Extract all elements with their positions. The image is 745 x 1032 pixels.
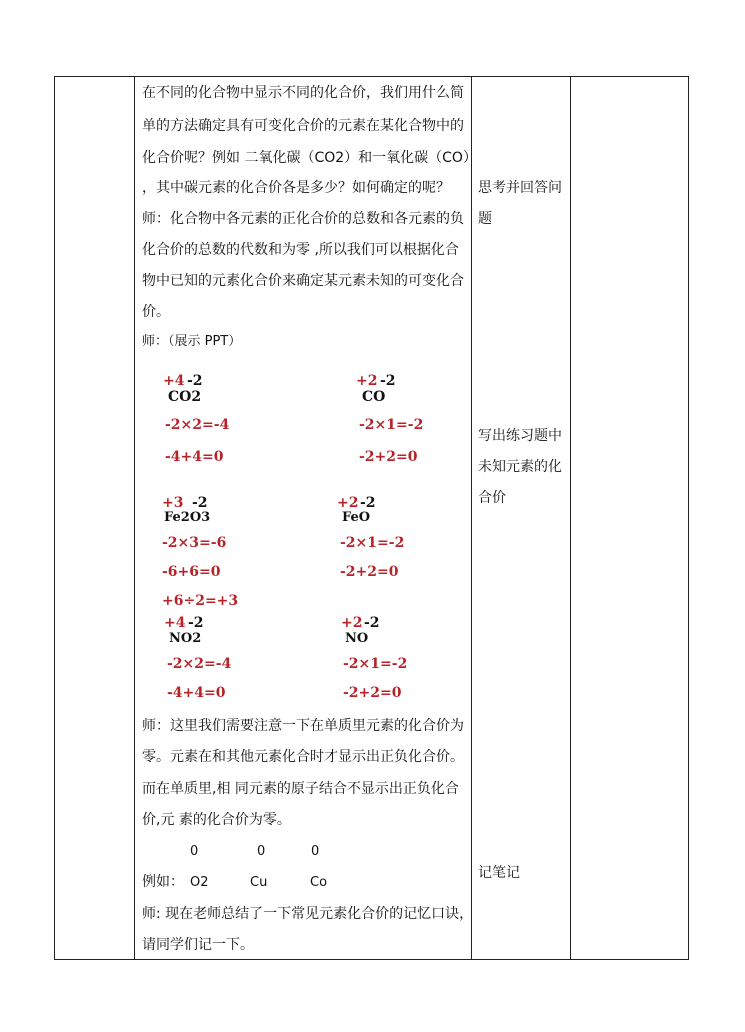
valence-positive: +2 <box>337 495 359 511</box>
example-formula: Co <box>310 875 328 890</box>
student-activity: 思考并回答问 <box>478 180 562 196</box>
text-line: 师：这里我们需要注意一下在单质里元素的化合价为 <box>142 718 464 734</box>
text-line: 单的方法确定具有可变化合价的元素在某化合物中的 <box>142 118 464 134</box>
text-line: 价。 <box>142 304 170 320</box>
text-line: 师: 现在老师总结了一下常见元素化合价的记忆口诀， <box>142 906 474 922</box>
column-divider <box>134 76 135 960</box>
chem-formula: FeO <box>342 510 371 525</box>
valence-negative: -2 <box>187 373 203 389</box>
student-activity: 记笔记 <box>478 865 520 881</box>
calc-step: -2+2=0 <box>340 564 399 580</box>
calc-step: +6÷2=+3 <box>162 593 239 609</box>
valence-positive: +4 <box>164 615 186 631</box>
valence-negative: -2 <box>360 495 376 511</box>
example-label: 例如： <box>142 874 184 890</box>
student-activity: 题 <box>478 211 492 227</box>
calc-step: -4+4=0 <box>167 685 226 701</box>
text-line: 化合价呢？例如 二氧化碳（CO2）和一氧化碳（CO） <box>142 150 477 166</box>
example-formula: Cu <box>250 875 268 890</box>
chem-formula: CO2 <box>168 389 202 405</box>
valence-positive: +2 <box>341 615 363 631</box>
example-formula: O2 <box>190 875 209 890</box>
chem-formula: NO <box>345 631 369 646</box>
valence-positive: +2 <box>356 373 378 389</box>
chem-formula: Fe2O3 <box>164 510 211 525</box>
text-line: 师：（展示 PPT） <box>142 334 242 349</box>
valence-zero: 0 <box>311 844 320 859</box>
calc-step: -2×1=-2 <box>359 417 424 433</box>
valence-positive: +4 <box>163 373 185 389</box>
text-line: 师：化合物中各元素的正化合价的总数和各元素的负 <box>142 211 464 227</box>
text-line: 请同学们记一下。 <box>142 937 254 953</box>
calc-step: -4+4=0 <box>165 449 224 465</box>
student-activity: 合价 <box>478 490 506 506</box>
calc-step: -2+2=0 <box>359 449 418 465</box>
text-line: 零。元素在和其他元素化合时才显示出正负化合价。 <box>142 749 464 765</box>
valence-negative: -2 <box>192 495 208 511</box>
chem-formula: CO <box>362 389 386 405</box>
valence-negative: -2 <box>364 615 380 631</box>
column-divider <box>471 76 472 960</box>
column-divider <box>570 76 571 960</box>
student-activity: 未知元素的化 <box>478 459 562 475</box>
calc-step: -2×1=-2 <box>343 656 408 672</box>
calc-step: -2+2=0 <box>343 685 402 701</box>
text-line: ，其中碳元素的化合价各是多少？如何确定的呢？ <box>142 180 450 196</box>
valence-zero: 0 <box>257 844 266 859</box>
valence-negative: -2 <box>188 615 204 631</box>
valence-zero: 0 <box>190 844 199 859</box>
calc-step: -2×2=-4 <box>167 656 232 672</box>
text-line: 在不同的化合物中显示不同的化合价，我们用什么简 <box>142 85 464 101</box>
text-line: 化合价的总数的代数和为零 ,所以我们可以根据化合 <box>142 242 459 258</box>
calc-step: -2×3=-6 <box>162 535 227 551</box>
calc-step: -2×1=-2 <box>340 535 405 551</box>
valence-positive: +3 <box>162 495 184 511</box>
calc-step: -2×2=-4 <box>165 417 230 433</box>
valence-negative: -2 <box>380 373 396 389</box>
calc-step: -6+6=0 <box>162 564 221 580</box>
text-line: 价,元 素的化合价为零。 <box>142 812 291 828</box>
chem-formula: NO2 <box>169 631 202 646</box>
text-line: 物中已知的元素化合价来确定某元素未知的可变化合 <box>142 273 464 289</box>
student-activity: 写出练习题中 <box>478 428 562 444</box>
text-line: 而在单质里,相 同元素的原子结合不显示出正负化合 <box>142 781 459 797</box>
